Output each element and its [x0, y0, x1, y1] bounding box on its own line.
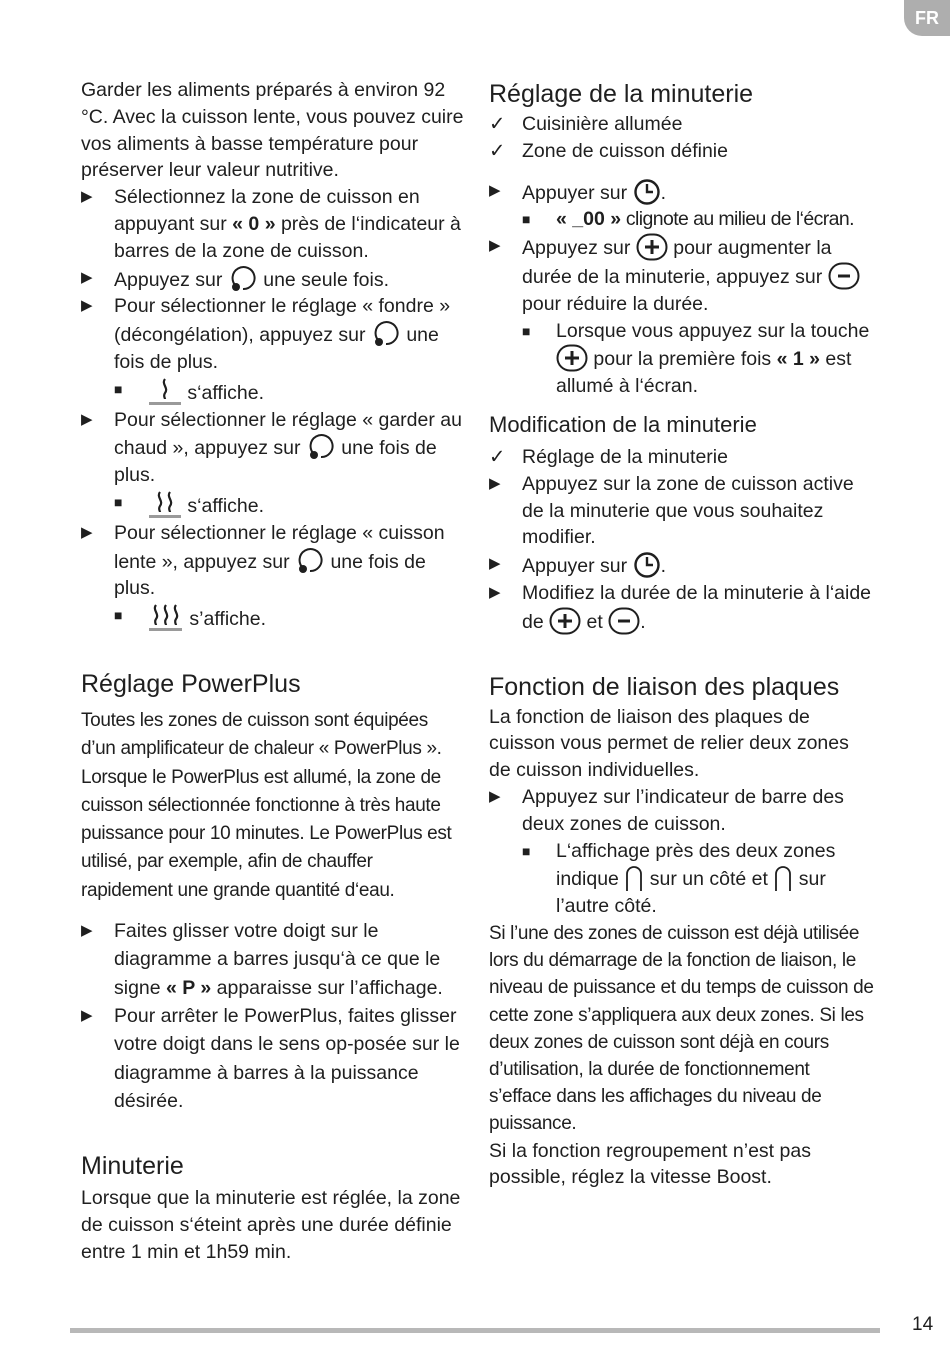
check-zone-defined: ✓ Zone de cuisson définie — [489, 138, 874, 165]
arrow-bullet-icon: ▶ — [81, 268, 93, 286]
bullet-keep-warm: ▶ Pour sélectionner le réglage « garder au chaud », appuyez sur une fois de plus. — [81, 408, 462, 487]
arrow-bullet-icon: ▶ — [81, 188, 93, 206]
timer-key-icon — [633, 178, 661, 206]
bullet-modify-duration: ▶ Modifiez la durée de la minuterie à l‘aide de et . — [489, 581, 872, 633]
timer-key-icon — [633, 551, 661, 579]
blink-note: ■ « _00 » clignote au milieu de l‘écran. — [489, 206, 874, 233]
bullet-powerplus-off: ▶ Pour arrêter le PowerPlus, faites glisser votre doigt dans le sens op-posée sur le diagramme à barres à la puissance désirée. — [81, 1002, 466, 1115]
special-function-key-icon — [371, 320, 401, 348]
special-function-key-icon — [228, 265, 258, 293]
arrow-bullet-icon: ▶ — [81, 410, 93, 428]
square-bullet-icon: ■ — [522, 211, 531, 228]
link-arc-icon — [773, 864, 793, 892]
plus-key-icon — [549, 607, 581, 635]
heading-powerplus: Réglage PowerPlus — [81, 669, 301, 698]
heading-minuterie: Minuterie — [81, 1152, 184, 1181]
page-number: 14 — [912, 1314, 934, 1335]
minuterie-paragraph: Lorsque que la minuterie est réglée, la zone de cuisson s‘éteint après une durée définie entre 1 min et 1h59 min. — [81, 1187, 461, 1263]
keep-warm-symbol-icon — [148, 489, 182, 519]
arrow-bullet-icon: ▶ — [489, 237, 501, 255]
special-function-key-icon — [295, 547, 325, 575]
arrow-bullet-icon: ▶ — [81, 1006, 93, 1024]
bullet-adjust-timer: ▶ Appuyez sur pour augmenter la durée de la minuterie, appuyez sur pour réduire la durée. — [489, 233, 874, 317]
powerplus-paragraph: Toutes les zones de cuisson sont équipées d’un amplificateur de chaleur « PowerPlus ». Lorsque le PowerPlus est allumé, la zone de cuisson sélectionnée fonctionne à très haute puissance pour 10 minutes. Le PowerPlus est utilisé, par exemple, afin de chauffer rapidement une grande quantité d‘eau. — [81, 709, 452, 901]
bullet-melt-setting: ▶ Pour sélectionner le réglage « fondre » (décongélation), appuyez sur une fois de plus. — [81, 295, 451, 373]
square-bullet-icon: ■ — [522, 322, 531, 339]
square-bullet-icon: ■ — [114, 607, 123, 624]
heading-reglage-minuterie: Réglage de la minuterie — [489, 80, 754, 108]
intro-paragraph: Garder les aliments préparés à environ 92 °C. Avec la cuisson lente, vous pouvez cuire vos aliments à basse température pour préserver leur valeur nutritive. — [81, 79, 464, 182]
heading-liaison-plaques: Fonction de liaison des plaques — [489, 672, 840, 701]
arrow-bullet-icon: ▶ — [489, 474, 501, 492]
left-column — [81, 77, 466, 1265]
square-bullet-icon: ■ — [522, 842, 531, 859]
liaison-details-paragraph: Si l’une des zones de cuisson est déjà utilisée lors du démarrage de la fonction de liaison, le niveau de puissance et du temps de cuisson de cette zone s’appliquera aux deux zones. Si les deux zones de cuisson sont déjà en cours d’utilisation, la durée de fonctionnement s’efface dans les affichages du niveau de puissance. — [489, 922, 874, 1135]
minus-key-icon — [608, 607, 640, 635]
arrow-bullet-icon: ▶ — [489, 181, 501, 199]
bullet-press-once: ▶ Appuyez sur une seule fois. — [81, 265, 466, 294]
bullet-press-active-zone: ▶ Appuyez sur la zone de cuisson active de la minuterie que vous souhaitez modifier. — [489, 472, 854, 549]
minus-key-icon — [828, 262, 860, 290]
footer-rule — [70, 1328, 880, 1333]
bullet-press-timer-modify: ▶ Appuyer sur . — [489, 551, 874, 580]
special-function-key-icon — [306, 433, 336, 461]
square-bullet-icon: ■ — [114, 380, 123, 397]
arrow-bullet-icon: ▶ — [489, 787, 501, 805]
link-arc-icon — [624, 864, 644, 892]
arrow-bullet-icon: ▶ — [81, 297, 93, 315]
bullet-press-bar-indicators: ▶ Appuyez sur l’indicateur de barre des deux zones de cuisson. — [489, 785, 844, 835]
arrow-bullet-icon: ▶ — [81, 922, 93, 940]
slow-cook-symbol-icon — [148, 602, 184, 632]
melt-display-note: ■ s‘affiche. — [81, 376, 466, 407]
square-bullet-icon: ■ — [114, 493, 123, 510]
bullet-select-zone: ▶ Sélectionnez la zone de cuisson en appuyant sur « 0 » près de l‘indicateur à barres de la zone de cuisson. — [81, 186, 461, 262]
bullet-slow-cook: ▶ Pour sélectionner le réglage « cuisson lente », appuyez sur une fois de plus. — [81, 521, 445, 600]
check-icon: ✓ — [489, 139, 506, 162]
first-press-note: ■ Lorsque vous appuyez sur la touche pour la première fois « 1 » est allumé à l‘écran. — [522, 319, 870, 398]
heading-modification-minuterie: Modification de la minuterie — [489, 411, 757, 437]
arrow-bullet-icon: ▶ — [489, 555, 501, 573]
plus-key-icon — [636, 233, 668, 261]
check-icon: ✓ — [489, 113, 506, 135]
arrow-bullet-icon: ▶ — [489, 583, 501, 601]
liaison-paragraph: La fonction de liaison des plaques de cuisson vous permet de relier deux zones de cuisson individuelles. — [489, 705, 849, 782]
check-timer-set: ✓ Réglage de la minuterie — [489, 444, 874, 471]
liaison-boost-paragraph: Si la fonction regroupement n’est pas possible, réglez la vitesse Boost. — [489, 1139, 811, 1189]
slow-cook-display-note: ■ s’affiche. — [81, 602, 466, 633]
check-icon: ✓ — [489, 445, 506, 468]
language-badge: FR — [904, 0, 950, 36]
link-display-note: ■ L‘affichage près des deux zones indique sur un côté et sur l’autre côté. — [522, 839, 836, 918]
keep-warm-display-note: ■ s‘affiche. — [81, 489, 466, 520]
arrow-bullet-icon: ▶ — [81, 523, 93, 541]
plus-key-icon — [556, 344, 588, 372]
melt-symbol-icon — [148, 376, 182, 406]
bullet-powerplus-on: ▶ Faites glisser votre doigt sur le diagramme a barres jusqu‘à ce que le signe « P » apparaisse sur l’affichage. — [81, 917, 466, 1002]
check-cooker-on: ✓ Cuisinière allumée — [489, 111, 874, 138]
bullet-press-timer: ▶ Appuyer sur . — [489, 178, 874, 207]
right-column — [489, 77, 874, 1191]
